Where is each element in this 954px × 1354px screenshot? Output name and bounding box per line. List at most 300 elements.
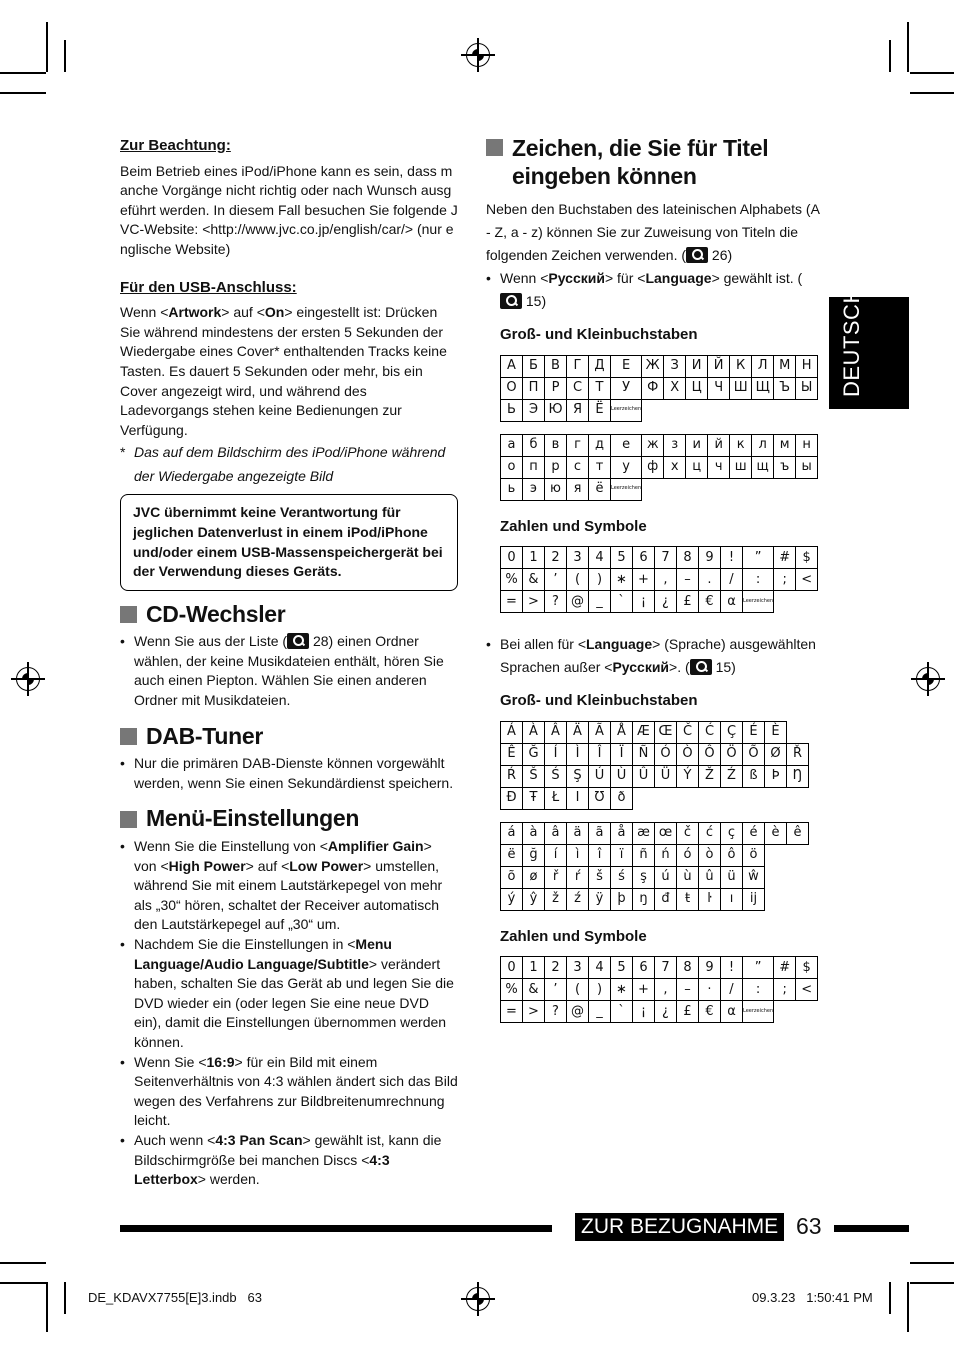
character-cell: î xyxy=(589,844,611,866)
character-cell: â xyxy=(545,822,567,844)
print-date-info: 09.3.23 1:50:41 PM xyxy=(752,1290,873,1305)
character-cell: з xyxy=(664,434,686,456)
grid-row xyxy=(501,822,809,844)
character-cell: д xyxy=(589,434,611,456)
character-cell: đ xyxy=(655,888,677,910)
character-cell: · xyxy=(699,979,721,1001)
character-cell: û xyxy=(699,866,721,888)
character-cell: ! xyxy=(721,547,743,569)
character-cell: ź xyxy=(567,888,589,910)
character-cell: 8 xyxy=(677,547,699,569)
grid-row xyxy=(501,787,809,809)
reference-icon xyxy=(686,247,708,263)
character-cell: Ч xyxy=(708,377,730,399)
character-cell: Č xyxy=(677,721,699,743)
usb-text: Wenn <Artwork> auf <On> eingestellt ist: Drücken Sie während mindestens der ersten 5 Sekunden der Wiedergabe eines Cover* enthaltenden Tracks keine Tasten. Es dauert 5 Sekunden oder mehr, bis ein Cover angezeigt wird, und während des Ladevorgangs stehen keine Bedienungen zur Verfügung. xyxy=(120,304,447,438)
other-languages-bullet: • Bei allen für <Language> (Sprache) ausgewählten Sprachen außer <Русский>. ( 15) xyxy=(486,633,822,679)
character-cell: ć xyxy=(699,822,721,844)
character-cell: 7 xyxy=(655,957,677,979)
character-cell: Ž xyxy=(699,765,721,787)
character-cell: Ó xyxy=(655,743,677,765)
character-cell: £ xyxy=(677,1001,699,1023)
grid-row xyxy=(501,456,818,478)
character-cell: ó xyxy=(677,844,699,866)
character-cell: Ö xyxy=(721,743,743,765)
character-cell: 7 xyxy=(655,547,677,569)
character-cell: 4 xyxy=(589,547,611,569)
character-cell: = xyxy=(501,1001,523,1023)
character-cell: ž xyxy=(545,888,567,910)
character-cell: Ï xyxy=(611,743,633,765)
character-cell: å xyxy=(611,822,633,844)
character-cell: Ж xyxy=(642,355,664,377)
character-cell: ŧ xyxy=(677,888,699,910)
character-cell: р xyxy=(545,456,567,478)
character-cell: , xyxy=(655,979,677,1001)
character-cell: Î xyxy=(589,743,611,765)
character-cell: ij xyxy=(743,888,765,910)
character-cell: ” xyxy=(743,957,774,979)
character-cell: ř xyxy=(545,866,567,888)
character-cell: О xyxy=(501,377,523,399)
zur-beachtung-heading: Zur Beachtung: xyxy=(120,137,231,154)
character-cell: Ц xyxy=(686,377,708,399)
character-cell: Й xyxy=(708,355,730,377)
zur-beachtung-text: Beim Betrieb eines iPod/iPhone kann es sein, dass manche Vorgänge nicht richtig oder nach Wunsch ausgeführt werden. In diesem Fall besuchen Sie folgende JVC-Website: <http://www.jvc.co.jp/english/car/> (nur englische Website) xyxy=(120,162,458,257)
character-cell: @ xyxy=(567,591,589,613)
symbols-grid xyxy=(500,546,818,613)
character-cell: 9 xyxy=(699,547,721,569)
character-cell: _ xyxy=(589,1001,611,1023)
print-file-info: DE_KDAVX7755[E]3.indb 63 xyxy=(88,1290,262,1305)
character-cell: è xyxy=(765,822,787,844)
cyrillic-upper-grid xyxy=(500,355,818,422)
character-cell: ? xyxy=(545,1001,567,1023)
character-cell: 2 xyxy=(545,957,567,979)
character-cell: ы xyxy=(796,456,818,478)
character-cell: ń xyxy=(655,844,677,866)
character-cell: а xyxy=(501,434,523,456)
character-cell: 9 xyxy=(699,957,721,979)
character-cell: ; xyxy=(774,979,796,1001)
character-cell: 1 xyxy=(523,547,545,569)
character-cell: Ô xyxy=(699,743,721,765)
character-cell: ê xyxy=(787,822,809,844)
space-cell: Leerzeichen xyxy=(743,1001,774,1023)
character-cell: й xyxy=(708,434,730,456)
page-number: 63 xyxy=(796,1213,822,1239)
character-cell: ¿ xyxy=(655,1001,677,1023)
character-cell: / xyxy=(721,569,743,591)
grid-row xyxy=(501,478,818,500)
character-cell: ё xyxy=(589,478,611,500)
character-cell: Ü xyxy=(655,765,677,787)
section-footer-label: ZUR BEZUGNAHME xyxy=(575,1213,784,1241)
character-cell: Ć xyxy=(699,721,721,743)
character-cell: Ä xyxy=(567,721,589,743)
character-cell: – xyxy=(677,979,699,1001)
footer-rule-right xyxy=(834,1225,909,1232)
character-cell: ã xyxy=(589,822,611,844)
footer-rule-left xyxy=(120,1225,552,1232)
character-cell: , xyxy=(655,569,677,591)
character-cell: : xyxy=(743,979,774,1001)
character-cell: Ы xyxy=(796,377,818,399)
grid-row xyxy=(501,721,809,743)
character-cell: α xyxy=(721,1001,743,1023)
character-cell: Ъ xyxy=(774,377,796,399)
character-cell: ¡ xyxy=(633,1001,655,1023)
character-cell: = xyxy=(501,591,523,613)
character-cell: ŵ xyxy=(743,866,765,888)
character-cell: Ù xyxy=(611,765,633,787)
cyrillic-case-heading: Groß- und Kleinbuchstaben xyxy=(500,326,698,343)
character-cell: ŕ xyxy=(567,866,589,888)
character-cell: ò xyxy=(699,844,721,866)
character-cell: ¿ xyxy=(655,591,677,613)
character-cell: œ xyxy=(655,822,677,844)
character-cell: ’ xyxy=(545,569,567,591)
grid-row xyxy=(501,399,818,421)
grid-row xyxy=(501,866,809,888)
character-cell: я xyxy=(567,478,589,500)
grid-row xyxy=(501,888,809,910)
grid-row xyxy=(501,355,818,377)
grid-row xyxy=(501,547,818,569)
character-cell: À xyxy=(523,721,545,743)
character-cell: ï xyxy=(611,844,633,866)
character-cell: З xyxy=(664,355,686,377)
latin-case-heading: Groß- und Kleinbuchstaben xyxy=(500,692,698,710)
character-cell: ? xyxy=(545,591,567,613)
symbols-heading-2: Zahlen und Symbole xyxy=(500,927,647,945)
character-cell: 0 xyxy=(501,547,523,569)
character-cell: € xyxy=(699,1001,721,1023)
cd-bullet: • Wenn Sie aus der Liste ( 28) einen Ordner wählen, der keine Musikdateien enthält, hören Sie auch einen Piepton. Wählen Sie einen anderen Ordner mit Musikdateien. xyxy=(120,632,458,710)
character-cell: Þ xyxy=(765,765,787,787)
symbols-grid-2 xyxy=(500,956,818,1023)
character-cell: б xyxy=(523,434,545,456)
character-cell: В xyxy=(545,355,567,377)
character-cell: 2 xyxy=(545,547,567,569)
character-cell: Û xyxy=(633,765,655,787)
character-cell: < xyxy=(796,569,818,591)
character-cell: 5 xyxy=(611,547,633,569)
character-cell: 0 xyxy=(501,957,523,979)
character-cell: ’ xyxy=(545,979,567,1001)
grid-row xyxy=(501,434,818,456)
character-cell: ∗ xyxy=(611,979,633,1001)
character-cell: ð xyxy=(611,787,633,809)
character-cell: æ xyxy=(633,822,655,844)
cd-wechsler-heading: CD-Wechsler xyxy=(120,605,458,625)
character-cell: у xyxy=(611,456,642,478)
character-cell: Ι xyxy=(567,787,589,809)
character-cell: ö xyxy=(743,844,765,866)
menu-bullet-2: • Nachdem Sie die Einstellungen in <Menu Language/Audio Language/Subtitle> verändert haben, schalten Sie das Gerät ab und legen Sie die DVD wieder ein (oder legen Sie eine neue DVD ein), damit die Einstellungen übernommen werden können. xyxy=(120,935,458,1053)
character-cell: щ xyxy=(752,456,774,478)
character-cell: 1 xyxy=(523,957,545,979)
character-cell: ) xyxy=(589,979,611,1001)
character-cell: ş xyxy=(633,866,655,888)
character-cell: Ì xyxy=(567,743,589,765)
character-cell: с xyxy=(567,456,589,478)
character-cell: Т xyxy=(589,377,611,399)
character-cell: ı xyxy=(721,888,743,910)
left-column xyxy=(120,136,458,1190)
character-cell: Ŕ xyxy=(501,765,523,787)
character-cell: М xyxy=(774,355,796,377)
character-cell: е xyxy=(611,434,642,456)
character-cell: К xyxy=(730,355,752,377)
menu-settings-heading: Menü-Einstellungen xyxy=(120,809,458,829)
dab-tuner-heading: DAB-Tuner xyxy=(120,727,458,747)
space-cell: Leerzeichen xyxy=(611,399,642,421)
character-cell: ñ xyxy=(633,844,655,866)
character-cell: 8 xyxy=(677,957,699,979)
latin-lower-grid xyxy=(500,822,809,911)
character-cell: л xyxy=(752,434,774,456)
character-cell: П xyxy=(523,377,545,399)
character-cell: Д xyxy=(589,355,611,377)
character-cell: 5 xyxy=(611,957,633,979)
character-cell: + xyxy=(633,979,655,1001)
character-cell: ` xyxy=(611,1001,633,1023)
character-cell: Ź xyxy=(721,765,743,787)
character-cell: ; xyxy=(774,569,796,591)
character-cell: í xyxy=(545,844,567,866)
character-cell: é xyxy=(743,822,765,844)
character-cell: н xyxy=(796,434,818,456)
character-cell: α xyxy=(721,591,743,613)
space-cell: Leerzeichen xyxy=(743,591,774,613)
character-cell: Ø xyxy=(765,743,787,765)
character-cell: Ñ xyxy=(633,743,655,765)
character-cell: ` xyxy=(611,591,633,613)
grid-row xyxy=(501,844,809,866)
character-cell: ý xyxy=(501,888,523,910)
character-cell: Ê xyxy=(501,743,523,765)
character-cell: Л xyxy=(752,355,774,377)
character-cell: š xyxy=(589,866,611,888)
character-cell: Ё xyxy=(589,399,611,421)
character-cell: Í xyxy=(545,743,567,765)
russian-bullet: • Wenn <Русский> für <Language> gewählt ist. ( 15) xyxy=(486,267,822,313)
character-cell: ô xyxy=(721,844,743,866)
character-cell: č xyxy=(677,822,699,844)
character-cell: È xyxy=(765,721,787,743)
character-cell: / xyxy=(721,979,743,1001)
character-cell: @ xyxy=(567,1001,589,1023)
character-cell: ж xyxy=(642,434,664,456)
grid-row xyxy=(501,569,818,591)
character-cell: ∗ xyxy=(611,569,633,591)
character-cell: 3 xyxy=(567,957,589,979)
character-cell: > xyxy=(523,591,545,613)
character-cell: э xyxy=(523,478,545,500)
character-cell: к xyxy=(730,434,752,456)
character-cell: Ʊ xyxy=(589,787,611,809)
character-cell: Ò xyxy=(677,743,699,765)
character-cell: п xyxy=(523,456,545,478)
character-cell: Е xyxy=(611,355,642,377)
character-cell: Ш xyxy=(730,377,752,399)
character-cell: Ŧ xyxy=(523,787,545,809)
character-cell: в xyxy=(545,434,567,456)
character-cell: Æ xyxy=(633,721,655,743)
character-cell: Ł xyxy=(545,787,567,809)
character-cell: ü xyxy=(721,866,743,888)
character-cell: И xyxy=(686,355,708,377)
character-cell: < xyxy=(796,979,818,1001)
character-cell: Š xyxy=(523,765,545,787)
registration-mark-icon xyxy=(466,43,490,67)
character-cell: С xyxy=(567,377,589,399)
usb-footnote: * Das auf dem Bildschirm des iPod/iPhone während der Wiedergabe angezeigte Bild xyxy=(120,444,446,485)
character-cell: þ xyxy=(611,888,633,910)
character-cell: Ř xyxy=(787,743,809,765)
disclaimer-box: JVC übernimmt keine Verantwortung für jeglichen Datenverlust in einem iPod/iPhone und/oder einem USB-Massenspeichergerät bei der Verwendung dieses Geräts. xyxy=(120,494,458,590)
character-cell: А xyxy=(501,355,523,377)
character-cell: Н xyxy=(796,355,818,377)
character-cell: Å xyxy=(611,721,633,743)
character-cell: Ú xyxy=(589,765,611,787)
character-cell: É xyxy=(743,721,765,743)
character-cell: ŋ xyxy=(633,888,655,910)
character-cell: # xyxy=(774,957,796,979)
zeichen-heading: Zeichen, die Sie für Titel eingeben können xyxy=(486,134,822,190)
zeichen-intro: Neben den Buchstaben des lateinischen Alphabets (A - Z, a - z) können Sie zur Zuweisung von Titeln die folgenden Zeichen verwenden. ( 26) xyxy=(486,201,820,263)
character-cell: Đ xyxy=(501,787,523,809)
character-cell: Õ xyxy=(743,743,765,765)
registration-mark-icon xyxy=(466,1287,490,1311)
character-cell: ю xyxy=(545,478,567,500)
reference-icon xyxy=(500,293,522,309)
character-cell: $ xyxy=(796,957,818,979)
character-cell: # xyxy=(774,547,796,569)
character-cell: + xyxy=(633,569,655,591)
character-cell: ä xyxy=(567,822,589,844)
reference-icon xyxy=(287,633,309,649)
character-cell: 3 xyxy=(567,547,589,569)
character-cell: & xyxy=(523,979,545,1001)
character-cell: ч xyxy=(708,456,730,478)
character-cell: У xyxy=(611,377,642,399)
character-cell: Ь xyxy=(501,399,523,421)
character-cell: ф xyxy=(642,456,664,478)
registration-mark-icon xyxy=(916,667,940,691)
character-cell: Ś xyxy=(545,765,567,787)
menu-bullet-1: • Wenn Sie die Einstellung von <Amplifier Gain> von <High Power> auf <Low Power> umstellen, während Sie mit einem Lautstärkepegel von mehr als „30“ hören, schaltet der Receiver automatisch den Lautstärkepegel auf „30“ um. xyxy=(120,837,458,935)
character-cell: ” xyxy=(743,547,774,569)
character-cell: Ş xyxy=(567,765,589,787)
character-cell: > xyxy=(523,1001,545,1023)
cyrillic-lower-grid xyxy=(500,434,818,501)
character-cell: о xyxy=(501,456,523,478)
character-cell: ( xyxy=(567,569,589,591)
character-cell: Щ xyxy=(752,377,774,399)
character-cell: Я xyxy=(567,399,589,421)
grid-row xyxy=(501,957,818,979)
character-cell: Ã xyxy=(589,721,611,743)
menu-bullet-3: • Wenn Sie <16:9> für ein Bild mit einem Seitenverhältnis von 4:3 wählen ändert sich das Bild wegen des Verfahrens zur Bildbreitenumrechnung leicht. xyxy=(120,1053,458,1131)
character-cell: ! xyxy=(721,957,743,979)
character-cell: г xyxy=(567,434,589,456)
menu-bullet-4: • Auch wenn <4:3 Pan Scan> gewählt ist, kann die Bildschirmgröße bei manchen Discs <4:3 Letterbox> werden. xyxy=(120,1131,458,1190)
character-cell: _ xyxy=(589,591,611,613)
character-cell: : xyxy=(743,569,774,591)
character-cell: Ŋ xyxy=(787,765,809,787)
character-cell: Â xyxy=(545,721,567,743)
character-cell: & xyxy=(523,569,545,591)
character-cell: ß xyxy=(743,765,765,787)
character-cell: ŀ xyxy=(699,888,721,910)
character-cell: 4 xyxy=(589,957,611,979)
character-cell: м xyxy=(774,434,796,456)
side-tab-label: DEUTSCH xyxy=(839,287,864,397)
grid-row xyxy=(501,591,818,613)
grid-row xyxy=(501,979,818,1001)
reference-icon xyxy=(690,659,712,675)
character-cell: ë xyxy=(501,844,523,866)
grid-row xyxy=(501,377,818,399)
character-cell: ÿ xyxy=(589,888,611,910)
character-cell: Р xyxy=(545,377,567,399)
symbols-heading: Zahlen und Symbole xyxy=(500,517,647,535)
character-cell: Х xyxy=(664,377,686,399)
character-cell: 6 xyxy=(633,957,655,979)
character-cell: õ xyxy=(501,866,523,888)
character-cell: Ý xyxy=(677,765,699,787)
character-cell: ) xyxy=(589,569,611,591)
usb-heading: Für den USB-Anschluss: xyxy=(120,278,297,296)
character-cell: $ xyxy=(796,547,818,569)
character-cell: % xyxy=(501,569,523,591)
character-cell: ¡ xyxy=(633,591,655,613)
character-cell: ì xyxy=(567,844,589,866)
character-cell: Ğ xyxy=(523,743,545,765)
character-cell: Ç xyxy=(721,721,743,743)
character-cell: ц xyxy=(686,456,708,478)
right-column xyxy=(486,134,822,1023)
latin-upper-grid xyxy=(500,721,809,810)
character-cell: 6 xyxy=(633,547,655,569)
character-cell: £ xyxy=(677,591,699,613)
character-cell: х xyxy=(664,456,686,478)
character-cell: ç xyxy=(721,822,743,844)
character-cell: Э xyxy=(523,399,545,421)
character-cell: Ю xyxy=(545,399,567,421)
character-cell: ø xyxy=(523,866,545,888)
character-cell: ( xyxy=(567,979,589,1001)
character-cell: Б xyxy=(523,355,545,377)
character-cell: à xyxy=(523,822,545,844)
character-cell: т xyxy=(589,456,611,478)
character-cell: ь xyxy=(501,478,523,500)
character-cell: ŷ xyxy=(523,888,545,910)
registration-mark-icon xyxy=(16,667,40,691)
space-cell: Leerzeichen xyxy=(611,478,642,500)
grid-row xyxy=(501,1001,818,1023)
character-cell: ù xyxy=(677,866,699,888)
dab-bullet: • Nur die primären DAB-Dienste können vorgewählt werden, wenn Sie einen Sekundärdienst speichern. xyxy=(120,754,458,793)
character-cell: ś xyxy=(611,866,633,888)
character-cell: – xyxy=(677,569,699,591)
character-cell: ш xyxy=(730,456,752,478)
character-cell: Á xyxy=(501,721,523,743)
character-cell: Œ xyxy=(655,721,677,743)
character-cell: . xyxy=(699,569,721,591)
